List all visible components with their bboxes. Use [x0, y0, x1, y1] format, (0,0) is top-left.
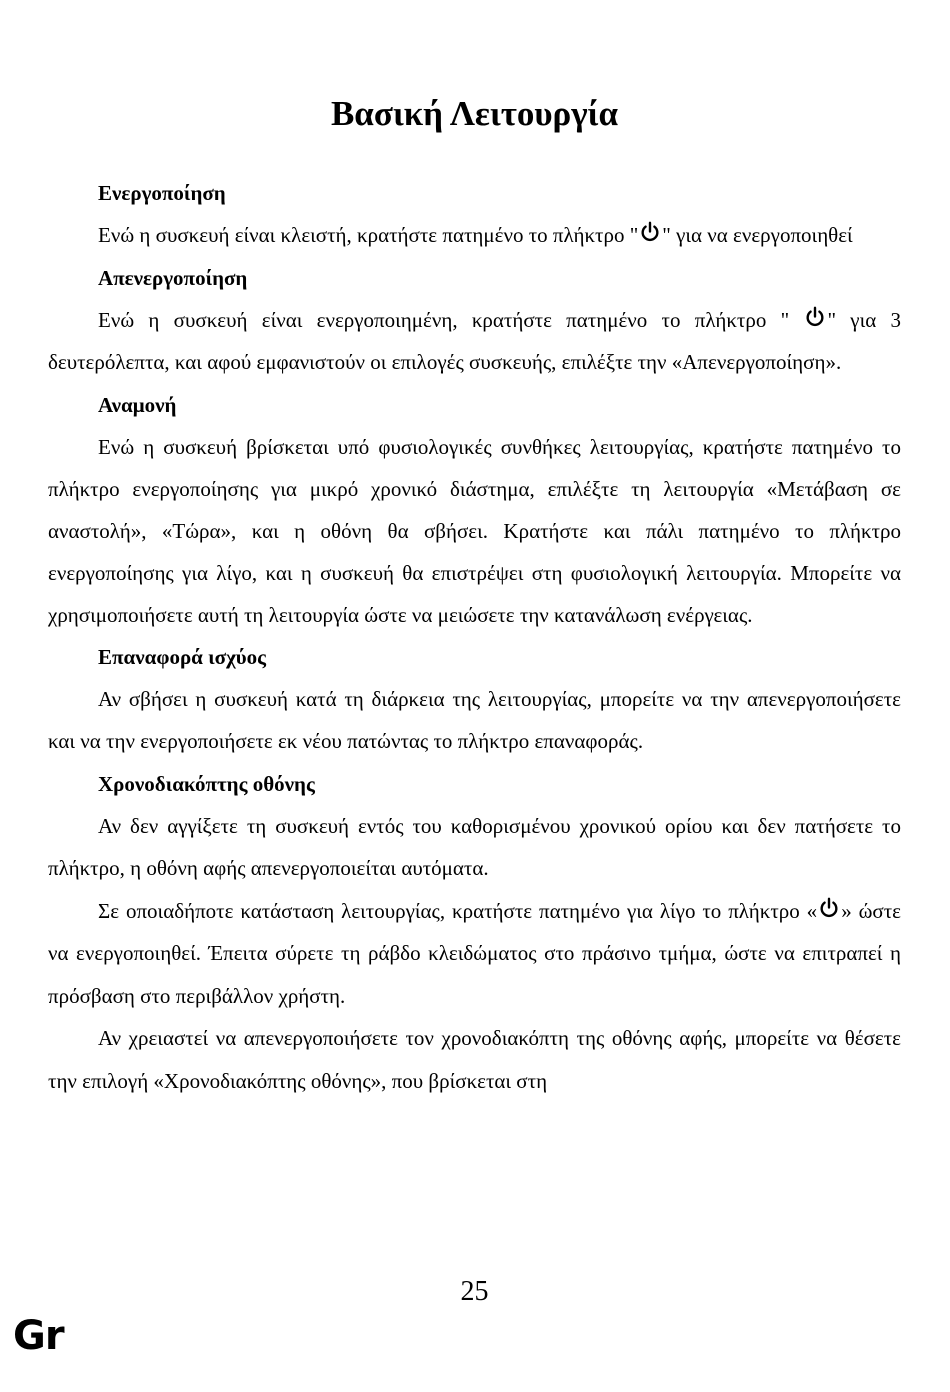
paragraph-screen-timer-2: Σε οποιαδήποτε κατάσταση λειτουργίας, κρατήστε πατημένο για λίγο το πλήκτρο « » ώστε να ενεργοποιηθεί. Έπειτα σύρετε τη ράβδο κλειδώματος στο πράσινο τμήμα, ώστε να επιτραπεί η πρόσβαση στο περιβάλλον χρήστη.	[48, 898, 901, 1008]
paragraph-power-reset: Αν σβήσει η συσκευή κατά τη διάρκεια της λειτουργίας, μπορείτε να την απενεργοποιήσετε και να την ενεργοποιήσετε εκ νέου πατώντας το πλήκτρο επαναφοράς.	[48, 686, 901, 753]
power-icon	[804, 306, 826, 328]
section-heading-power-reset: Επαναφορά ισχύος	[98, 644, 267, 669]
page-content	[48, 172, 901, 1102]
paragraph-standby: Ενώ η συσκευή βρίσκεται υπό φυσιολογικές συνθήκες λειτουργίας, κρατήστε πατημένο το πλήκτρο ενεργοποίησης για μικρό χρονικό διάστημα, επιλέξτε τη λειτουργία «Μετάβαση σε αναστολή», «Τώρα», και η οθόνη θα σβήσει. Κρατήστε και πάλι πατημένο το πλήκτρο ενεργοποίησης για λίγο, και η συσκευή θα επιστρέψει στη φυσιολογική λειτουργία. Μπορείτε να χρησιμοποιήσετε αυτή τη λειτουργία ώστε να μειώσετε την κατανάλωση ενέργειας.	[48, 434, 901, 627]
page-title: Βασική Λειτουργία	[330, 94, 619, 133]
section-heading-standby: Αναμονή	[98, 392, 177, 417]
page-number: 25	[460, 1276, 489, 1307]
paragraph-screen-timer-1: Αν δεν αγγίξετε τη συσκευή εντός του καθορισμένου χρονικού ορίου και δεν πατήσετε το πλήκτρο, η οθόνη αφής απενεργοποιείται αυτόματα.	[48, 813, 901, 880]
language-mark: Gr	[13, 1313, 64, 1359]
paragraph-power-on: Ενώ η συσκευή είναι κλειστή, κρατήστε πατημένο το πλήκτρο " " για να ενεργοποιηθεί	[98, 223, 853, 247]
section-heading-screen-timer: Χρονοδιακόπτης οθόνης	[98, 771, 315, 796]
paragraph-power-off: Ενώ η συσκευή είναι ενεργοποιημένη, κρατήστε πατημένο το πλήκτρο " " για 3 δευτερόλεπτα, και αφού εμφανιστούν οι επιλογές συσκευής, επιλέξτε την «Απενεργοποίηση».	[48, 307, 901, 374]
power-icon	[818, 897, 840, 919]
section-heading-power-on: Ενεργοποίηση	[98, 181, 226, 205]
section-heading-power-off: Απενεργοποίηση	[98, 265, 248, 290]
power-icon	[639, 221, 661, 243]
paragraph-screen-timer-3: Αν χρειαστεί να απενεργοποιήσετε τον χρονοδιακόπτη της οθόνης αφής, μπορείτε να θέσετε την επιλογή «Χρονοδιακόπτης οθόνης», που βρίσκεται στη	[48, 1026, 901, 1093]
